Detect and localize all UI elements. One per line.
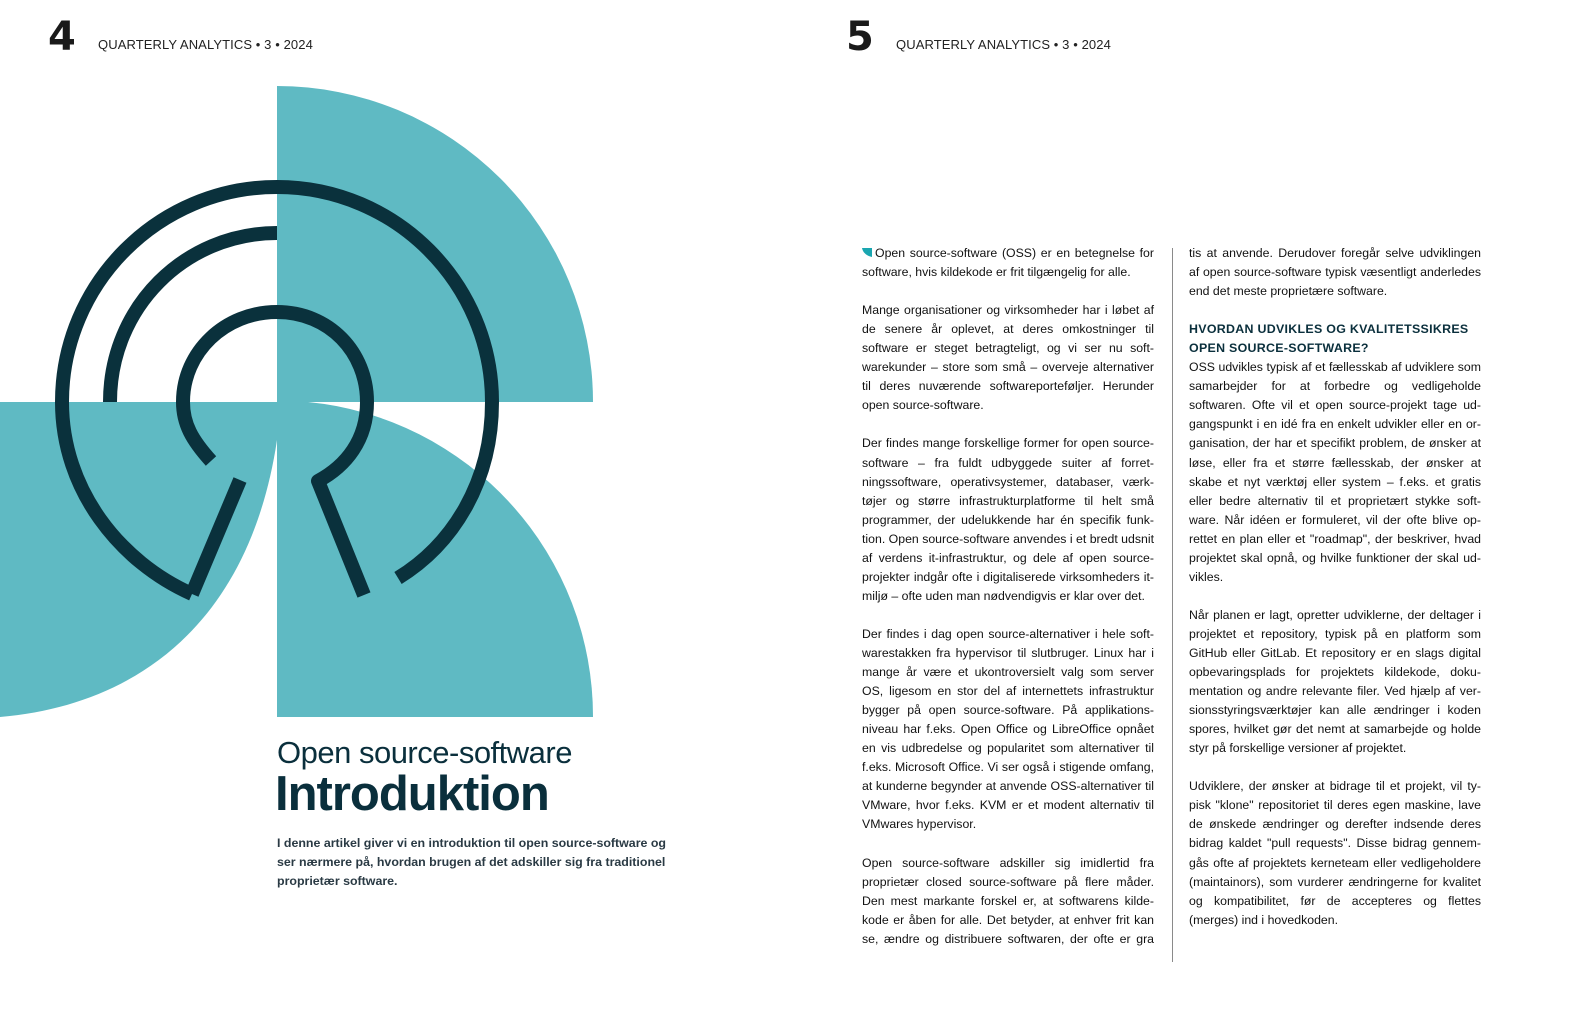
open-source-keyhole-logo-artwork <box>0 80 600 730</box>
body-column-2 <box>1189 244 1481 949</box>
paragraph: Open source-software adskiller sig imidlertid fra proprietær closed source-software på flere måder. Den mest markante forskel er, at softwarens kildekode er åben for alle. Det betyder, at enhver frit kan se, ændre og distribuere softwaren, der ofte er gra <box>862 855 1154 946</box>
article-title: Introduktion <box>275 767 549 821</box>
paragraph: Der findes mange forskellige former for open source-software – fra fuldt udbyggede suiter af forretningssoftware, operativsystemer, databaser, værktøjer og større infrastrukturplatforme til helt små programmer, der udelukkende har én specifik funktion. Open source-software anvendes i et bredt udsnit af verdens it-infrastruktur, og dele af open source-projekter indgår ofte i digitaliserede virksomheders it-miljø – ofte uden man nødvendigvis er klar over det. <box>862 436 1154 603</box>
paragraph: Når planen er lagt, opretter udviklerne, der deltager i projektet et repository, typisk på en platform som GitHub eller GitLab. Et repository er en slags digital opbevaringsplads for projektets kildekode, dokumentation og andre relevante filer. Ved hjælp af versionsstyringsværktøjer kan alle ændringer i koden spores, hvilket gør det nemt at samarbejde og holde styr på forskellige versioner af projektet. <box>1189 607 1481 756</box>
article-lead: I denne artikel giver vi en introduktion til open source-software og ser nærmere på, hvordan brugen af det adskiller sig fra traditionel proprietær software. <box>277 836 666 888</box>
paragraph <box>862 244 1154 282</box>
body-column-1 <box>862 244 1154 968</box>
teal-quarter-top-right <box>277 86 593 402</box>
running-head-right: QUARTERLY ANALYTICS • 3 • 2024 <box>896 37 1111 52</box>
teal-corner-marker-icon <box>862 248 872 257</box>
column-divider <box>1172 248 1173 962</box>
paragraph-text: Open source-software (OSS) er en betegnelse for software, hvis kildekode er frit tilgængelig for alle. <box>862 246 1154 280</box>
paragraph: OSS udvikles typisk af et fællesskab af udviklere som samarbejder for at forbedre og vedligeholde softwaren. Ofte vil et open source-projekt tage udgangspunkt i en idé fra en enkelt udvikler eller en organisation, der har et specifikt problem, de ønsker at løse, eller fra et større fællesskab, der ønsker at skabe et nyt værktøj eller system – f.eks. et gratis eller bedre alternativ til et proprietært stykke software. Når idéen er formuleret, vil der ofte blive oprettet en plan eller et "roadmap", der beskriver, hvad projektet skal opnå, og hvilke funktioner der skal udvikles. <box>1189 360 1481 584</box>
paragraph: tis at anvende. Derudover foregår selve udviklingen af open source-software typisk væsentligt anderledes end det meste proprietære software. <box>1189 246 1481 299</box>
running-head-left: QUARTERLY ANALYTICS • 3 • 2024 <box>98 37 313 52</box>
teal-quarter-bottom-right <box>277 402 593 717</box>
section-heading: HVORDAN UDVIKLES OG KVALITETSSIKRES OPEN SOURCE-SOFTWARE? <box>1189 322 1469 356</box>
page-number-left: 4 <box>48 14 75 60</box>
page-number-right: 5 <box>846 14 873 60</box>
paragraph: Udviklere, der ønsker at bidrage til et projekt, vil typisk "klone" repositoriet til deres egen maskine, lave de ønskede ændringer og derefter indsende deres bidrag kaldet "pull requests". Disse bidrag gennemgås ofte af projektets kerneteam eller vedligeholdere (maintainors), som vurderer ændringerne for kvalitet og kompatibilitet, før de accepteres og flettes (merges) ind i hovedkoden. <box>1189 779 1481 927</box>
paragraph: Mange organisationer og virksomheder har i løbet af de senere år oplevet, at deres omkostninger til software er steget betragteligt, og vi ser nu softwarekunder – store som små – overveje alternativer til deres nuværende softwareporteføljer. Herunder open source-software. <box>862 303 1154 413</box>
paragraph: Der findes i dag open source-alternativer i hele softwarestakken fra hypervisor til slutbruger. Linux har i mange år være et ukontroversielt valg som server OS, ligesom en stor del af internettets infrastruktur bygger på open source-software. På applikationsniveau har f.eks. Open Office og LibreOffice opnået en vis udbredelse og popularitet som alternativer til f.eks. Microsoft Office. Vi ser også i stigende omfang, at kunderne begynder at anvende OSS-alternativer til VMware, hvor f.eks. KVM er et modent alternativ til VMwares hypervisor. <box>862 626 1154 832</box>
article-subtitle: Open source-software <box>277 735 572 770</box>
